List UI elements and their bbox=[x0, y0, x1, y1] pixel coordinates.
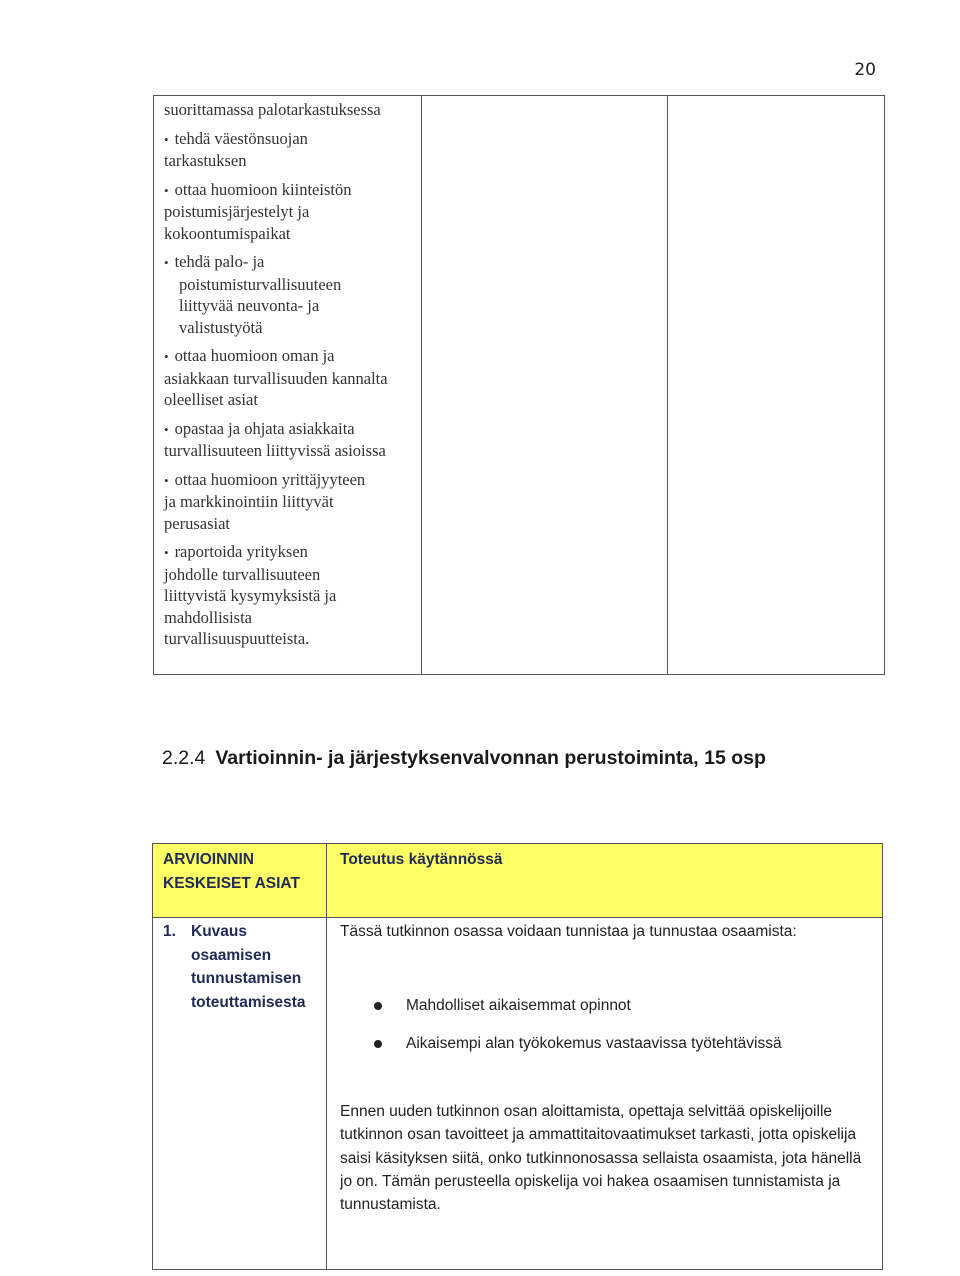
bullet-icon: • bbox=[164, 545, 169, 560]
section-title: Vartioinnin- ja järjestyksenvalvonnan perustoiminta, 15 osp bbox=[215, 747, 766, 769]
criteria-item bbox=[164, 418, 415, 462]
bullet-icon: • bbox=[164, 131, 169, 147]
criteria-line: liittyvistä kysymyksistä ja bbox=[164, 586, 337, 605]
list-item-text: Mahdolliset aikaisemmat opinnot bbox=[406, 997, 631, 1014]
list-item-text: Aikaisempi alan työkokemus vastaavissa työtehtävissä bbox=[406, 1035, 782, 1052]
criteria-item bbox=[164, 128, 415, 172]
criteria-line: • raportoida yrityksen bbox=[164, 542, 308, 561]
row-label-line1: Kuvaus bbox=[191, 923, 247, 940]
row-number: 1. bbox=[163, 923, 176, 940]
header-key-points-line1: ARVIOINNIN bbox=[163, 851, 255, 868]
header-key-points-line2: KESKEISET ASIAT bbox=[163, 875, 300, 892]
criteria-line: poistumisjärjestelyt ja bbox=[164, 202, 310, 221]
criteria-line: poistumisturvallisuuteen bbox=[179, 274, 342, 294]
criteria-line: kokoontumispaikat bbox=[164, 223, 291, 243]
header-implementation: Toteutus käytännössä bbox=[340, 851, 503, 868]
criteria-item bbox=[164, 541, 415, 650]
empty-column-2 bbox=[422, 96, 668, 674]
criteria-line: turvallisuuspuutteista. bbox=[164, 629, 310, 648]
criteria-table-continued bbox=[153, 95, 885, 675]
row-label-line4: toteuttamisesta bbox=[191, 993, 306, 1011]
criteria-line: • ottaa huomioon kiinteistön bbox=[164, 179, 352, 199]
criteria-line: • opastaa ja ohjata asiakkaita bbox=[164, 418, 355, 438]
criteria-item bbox=[164, 469, 415, 535]
criteria-line: liittyvää neuvonta- ja bbox=[179, 296, 320, 315]
list-item bbox=[340, 1032, 870, 1055]
criteria-item bbox=[164, 99, 415, 121]
criteria-line: • tehdä palo- ja bbox=[164, 252, 265, 271]
header-key-points bbox=[153, 844, 327, 917]
table-row bbox=[153, 918, 882, 1269]
criteria-item bbox=[164, 251, 415, 338]
bullet-icon bbox=[374, 1002, 382, 1010]
criteria-line: oleelliset asiat bbox=[164, 390, 258, 409]
criteria-line: ja markkinointiin liittyvät bbox=[164, 492, 334, 511]
criteria-line: turvallisuuteen liittyvissä asioissa bbox=[164, 441, 386, 460]
row-label-line2: osaamisen bbox=[191, 946, 272, 964]
criteria-line: • tehdä väestönsuojan bbox=[164, 128, 308, 148]
page-number: 20 bbox=[854, 60, 876, 80]
closing-text: Ennen uuden tutkinnon osan aloittamista, opettaja selvittää opiskelijoille tutkinnon osan tavoitteet ja ammattitaitovaatimukset tarkasti, jotta opiskelija saisi käsityksen siitä, onko tutkinnonosassa sellaista osaamista, jota hänellä jo on. Tämän perusteella opiskelija voi hakea osaamisen tunnistamista ja tunnustamista. bbox=[340, 1103, 862, 1214]
criteria-line: • ottaa huomioon yrittäjyyteen bbox=[164, 469, 366, 489]
criteria-line: johdolle turvallisuuteen bbox=[164, 564, 321, 584]
criteria-line: mahdollisista bbox=[164, 607, 252, 627]
section-number: 2.2.4 bbox=[162, 747, 206, 769]
criteria-line: suorittamassa palotarkastuksessa bbox=[164, 100, 381, 119]
intro-text: Tässä tutkinnon osassa voidaan tunnistaa ja tunnustaa osaamista: bbox=[340, 923, 797, 940]
row-label bbox=[153, 918, 327, 1269]
assessment-table bbox=[152, 843, 883, 1270]
row-content bbox=[327, 918, 882, 1269]
criteria-line: perusasiat bbox=[164, 513, 230, 533]
criteria-column bbox=[154, 96, 422, 674]
bullet-icon: • bbox=[164, 421, 169, 437]
criteria-item bbox=[164, 179, 415, 245]
bullet-icon: • bbox=[164, 255, 169, 270]
criteria-line: asiakkaan turvallisuuden kannalta bbox=[164, 368, 388, 388]
bullet-icon: • bbox=[164, 472, 169, 488]
empty-column-3 bbox=[668, 96, 884, 674]
bullet-list bbox=[340, 994, 870, 1055]
table-header bbox=[153, 844, 882, 918]
row-label-line3: tunnustamisen bbox=[191, 970, 302, 987]
criteria-line: • ottaa huomioon oman ja bbox=[164, 346, 335, 365]
bullet-icon: • bbox=[164, 182, 169, 198]
criteria-item bbox=[164, 345, 415, 411]
bullet-icon bbox=[374, 1040, 382, 1048]
criteria-line: tarkastuksen bbox=[164, 151, 247, 170]
section-heading bbox=[162, 747, 766, 770]
criteria-line: valistustyötä bbox=[179, 317, 263, 337]
list-item bbox=[340, 994, 870, 1017]
bullet-icon: • bbox=[164, 349, 169, 364]
